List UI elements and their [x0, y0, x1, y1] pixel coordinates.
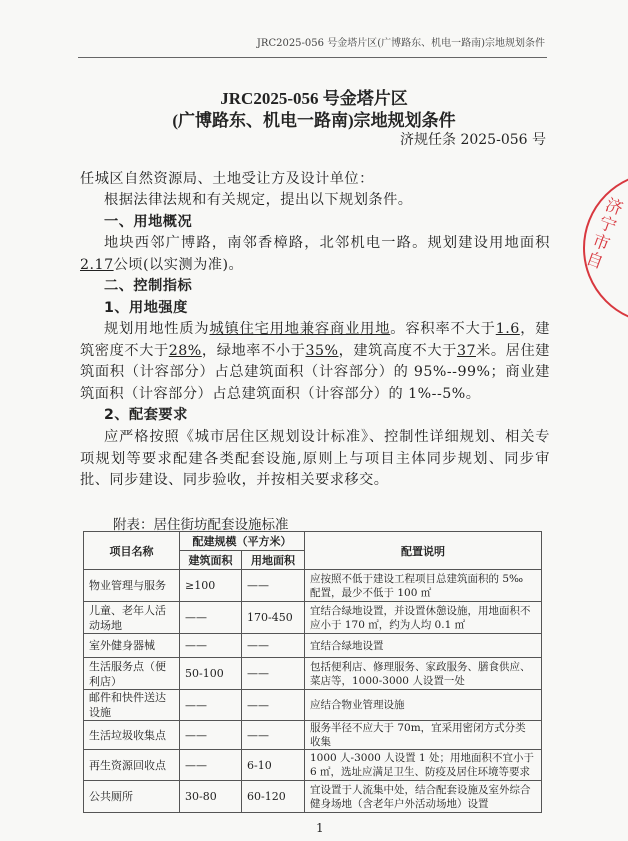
cell-building-area: 50-100: [180, 658, 242, 690]
header-note: 配置说明: [305, 532, 542, 570]
table-row: [84, 634, 542, 658]
cell-land-area: 60-120: [242, 781, 305, 813]
cell-name: 生活服务点（便利店）: [84, 658, 180, 690]
cell-land-area: ——: [242, 658, 305, 690]
section-2-title: 二、控制指标: [104, 278, 193, 294]
table-row: [84, 602, 542, 634]
cell-building-area: ——: [180, 634, 242, 658]
subsection-1-text: 规划用地性质为城镇住宅用地兼容商业用地。容积率不大于1.6，建筑密度不大于28%，绿地率不小于35%，建筑高度不大于37米。居住建筑面积（计容部分）占总建筑面积（计容部分）的 95%--99%；商业建筑面积（计容部分）占总建筑面积（计容部分）的 1%--5%。: [80, 321, 550, 402]
cell-name: 公共厕所: [84, 781, 180, 813]
cell-name: 物业管理与服务: [84, 570, 180, 602]
subsection-1-title: 1、用地强度: [104, 300, 188, 316]
cell-building-area: ——: [180, 602, 242, 634]
title-line-2: (广博路东、机电一路南)宗地规划条件: [172, 111, 456, 130]
cell-building-area: 30-80: [180, 781, 242, 813]
running-header: JRC2025-056 号金塔片区(广博路东、机电一路南)宗地规划条件: [256, 38, 545, 49]
header-name: 项目名称: [84, 532, 180, 570]
table-row: [84, 658, 542, 690]
header-building-area: 建筑面积: [180, 551, 242, 570]
cell-note: 宜结合绿地设置: [305, 634, 542, 658]
page-number: 1: [316, 821, 324, 835]
cell-note: 宜设置于人流集中处，结合配套设施及室外综合健身场地（含老年户外活动场地）设置: [305, 781, 542, 813]
table-caption: 附表：居住街坊配套设施标准: [113, 517, 289, 533]
table-row: [84, 690, 542, 721]
table-row: [84, 781, 542, 813]
addressee: 任城区自然资源局、土地受让方及设计单位：: [80, 171, 374, 187]
cell-name: 生活垃圾收集点: [84, 721, 180, 750]
cell-building-area: ——: [180, 721, 242, 750]
subsection-2-text: 应严格按照《城市居住区规划设计标准》、控制性详细规划、相关专项规划等要求配建各类配套设施,原则上与项目主体同步规划、同步审批、同步建设、同步验收，并按相关要求移交。: [80, 429, 550, 489]
section-1-text: 地块西邻广博路，南邻香樟路，北邻机电一路。规划建设用地面积2.17公顷(以实测为准)。: [80, 235, 550, 273]
header-scale: 配建规模（平方米）: [180, 532, 305, 551]
cell-land-area: 170-450: [242, 602, 305, 634]
title-line-1: JRC2025-056 号金塔片区: [220, 89, 408, 108]
cell-name: 儿童、老年人活动场地: [84, 602, 180, 634]
seal-text: 济宁市自: [579, 193, 625, 272]
section-1-title: 一、用地概况: [104, 214, 193, 230]
cell-land-area: ——: [242, 690, 305, 721]
cell-building-area: ≥100: [180, 570, 242, 602]
table-row: [84, 570, 542, 602]
cell-name: 室外健身器械: [84, 634, 180, 658]
cell-land-area: ——: [242, 721, 305, 750]
table-row: [84, 750, 542, 781]
subsection-2-title: 2、配套要求: [104, 407, 188, 423]
table-row: [84, 721, 542, 750]
intro: 根据法律法规和有关规定，提出以下规划条件。: [104, 192, 413, 208]
header-land-area: 用地面积: [242, 551, 305, 570]
cell-land-area: ——: [242, 634, 305, 658]
cell-note: 包括便利店、修理服务、家政服务、膳食供应、菜店等，1000-3000 人设置一处: [305, 658, 542, 690]
cell-land-area: 6-10: [242, 750, 305, 781]
facilities-table: [83, 531, 542, 813]
cell-building-area: ——: [180, 690, 242, 721]
cell-note: 应按照不低于建设工程项目总建筑面积的 5‰ 配置，最少不低于 100 ㎡: [305, 570, 542, 602]
cell-note: 服务半径不应大于 70m，宜采用密闭方式分类收集: [305, 721, 542, 750]
cell-building-area: ——: [180, 750, 242, 781]
cell-note: 宜结合绿地设置，并设置休憩设施，用地面积不应小于 170 ㎡，约为人均 0.1 ㎡: [305, 602, 542, 634]
cell-note: 应结合物业管理设施: [305, 690, 542, 721]
cell-name: 再生资源回收点: [84, 750, 180, 781]
cell-name: 邮件和快件送达设施: [84, 690, 180, 721]
document-number: 济规任条 2025-056 号: [400, 132, 546, 148]
header-divider: [78, 57, 547, 58]
cell-note: 1000 人-3000 人设置 1 处；用地面积不宜小于 6 ㎡，选址应满足卫生、防疫及居住环境等要求: [305, 750, 542, 781]
cell-land-area: ——: [242, 570, 305, 602]
